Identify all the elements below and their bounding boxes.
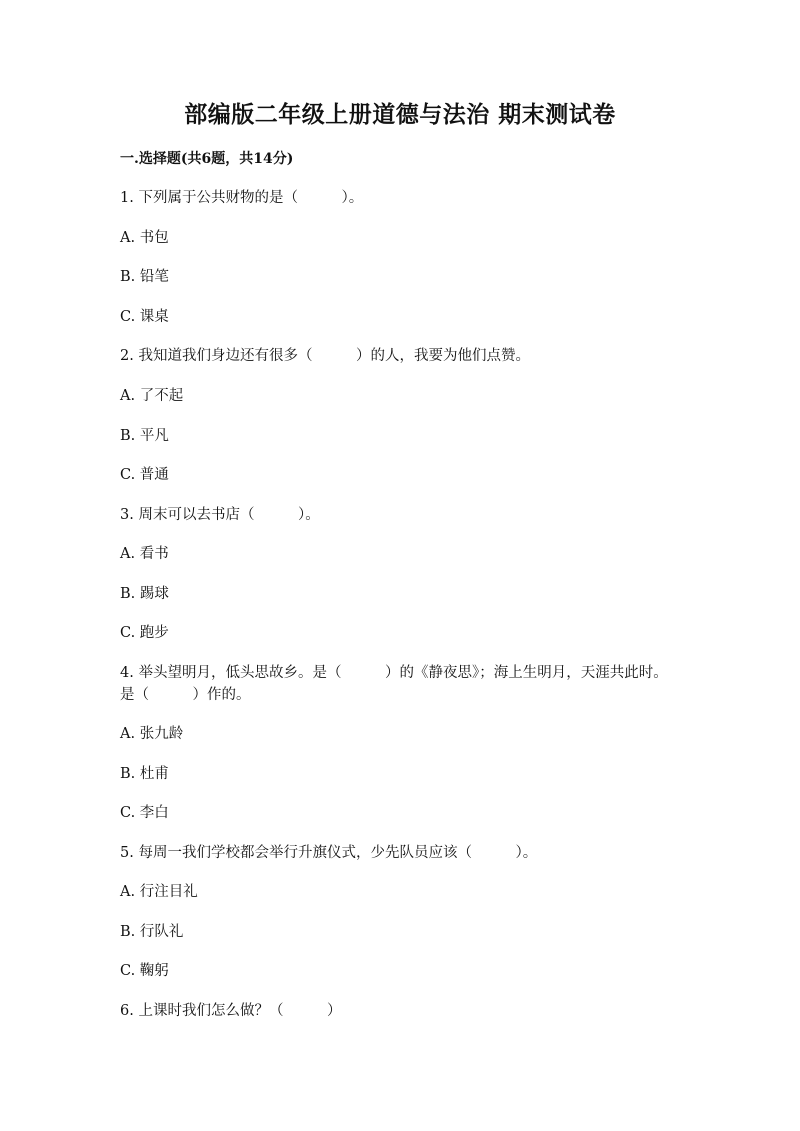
- question-3-option-c: C. 跑步: [120, 625, 169, 641]
- question-4-option-a: A. 张九龄: [120, 726, 184, 742]
- question-6-stem: 6. 上课时我们怎么做？（ ）: [120, 1003, 342, 1019]
- question-1-option-a: A. 书包: [120, 230, 169, 246]
- question-4-option-c: C. 李白: [120, 805, 169, 821]
- question-5-option-b: B. 行队礼: [120, 924, 184, 940]
- question-3-stem: 3. 周末可以去书店（ ）。: [120, 507, 320, 523]
- question-5-option-c: C. 鞠躬: [120, 963, 169, 979]
- page-title: 部编版二年级上册道德与法治 期末测试卷: [184, 101, 616, 128]
- question-2-option-b: B. 平凡: [120, 428, 169, 444]
- question-1-option-b: B. 铅笔: [120, 269, 169, 285]
- question-1-option-c: C. 课桌: [120, 309, 169, 325]
- section-heading: 一.选择题(共6题，共14分): [120, 151, 294, 167]
- question-4-option-b: B. 杜甫: [120, 766, 169, 782]
- question-3-option-b: B. 踢球: [120, 586, 169, 602]
- question-4-stem: 4. 举头望明月，低头思故乡。是（ ）的《静夜思》；海上生明月，天涯共此时。是（ ）作的。: [120, 665, 668, 703]
- question-2-option-c: C. 普通: [120, 467, 169, 483]
- question-2-option-a: A. 了不起: [120, 388, 184, 404]
- question-1-stem: 1. 下列属于公共财物的是（ ）。: [120, 190, 364, 206]
- question-2-stem: 2. 我知道我们身边还有很多（ ）的人，我要为他们点赞。: [120, 348, 530, 364]
- question-5-option-a: A. 行注目礼: [120, 884, 198, 900]
- question-5-stem: 5. 每周一我们学校都会举行升旗仪式，少先队员应该（ ）。: [120, 845, 538, 861]
- question-3-option-a: A. 看书: [120, 546, 169, 562]
